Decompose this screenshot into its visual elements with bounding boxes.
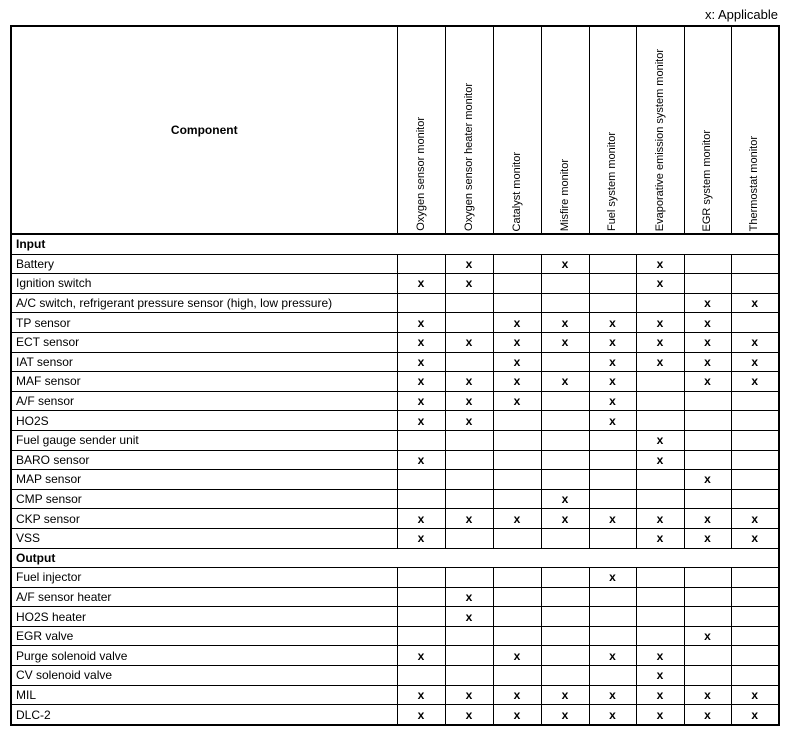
applicability-cell: x: [493, 391, 541, 411]
monitor-header: [589, 26, 636, 234]
applicability-cell: [731, 607, 779, 627]
component-name: ECT sensor: [11, 332, 397, 352]
table-row: [11, 372, 779, 392]
applicability-cell: [541, 528, 589, 548]
applicability-cell: [397, 470, 445, 490]
applicability-cell: [684, 391, 731, 411]
applicability-cell: [493, 254, 541, 274]
applicability-cell: [397, 568, 445, 588]
applicability-cell: [731, 568, 779, 588]
applicability-cell: [589, 666, 636, 686]
applicability-cell: x: [731, 372, 779, 392]
table-row: [11, 607, 779, 627]
applicability-cell: [397, 489, 445, 509]
applicability-cell: x: [445, 685, 493, 705]
applicability-cell: x: [493, 705, 541, 725]
applicability-cell: x: [731, 352, 779, 372]
applicability-cell: [493, 489, 541, 509]
applicability-cell: [541, 626, 589, 646]
applicability-cell: x: [684, 332, 731, 352]
component-name: A/F sensor heater: [11, 587, 397, 607]
applicability-cell: x: [493, 372, 541, 392]
applicability-cell: [541, 274, 589, 294]
applicability-cell: x: [589, 332, 636, 352]
applicability-cell: [684, 411, 731, 431]
applicability-cell: [493, 450, 541, 470]
applicability-cell: [684, 666, 731, 686]
applicability-cell: x: [589, 705, 636, 725]
applicability-cell: [684, 489, 731, 509]
applicability-cell: x: [397, 450, 445, 470]
monitor-label: Fuel system monitor: [606, 131, 618, 231]
applicability-cell: x: [684, 372, 731, 392]
applicability-cell: [541, 293, 589, 313]
monitor-label: Oxygen sensor heater monitor: [462, 83, 475, 231]
applicability-cell: [493, 430, 541, 450]
component-name: VSS: [11, 528, 397, 548]
table-row: [11, 626, 779, 646]
applicability-cell: x: [397, 313, 445, 333]
component-name: IAT sensor: [11, 352, 397, 372]
applicability-cell: [636, 293, 684, 313]
applicability-cell: [397, 607, 445, 627]
applicability-cell: [493, 293, 541, 313]
applicability-cell: [445, 352, 493, 372]
component-name: EGR valve: [11, 626, 397, 646]
monitor-label: Misfire monitor: [558, 158, 571, 231]
applicability-cell: x: [589, 391, 636, 411]
table-row: [11, 254, 779, 274]
applicability-cell: [445, 646, 493, 666]
applicability-cell: x: [541, 372, 589, 392]
component-name: A/F sensor: [11, 391, 397, 411]
applicability-cell: [493, 568, 541, 588]
applicability-cell: x: [445, 391, 493, 411]
applicability-cell: [589, 489, 636, 509]
applicability-cell: [636, 489, 684, 509]
applicability-cell: [397, 254, 445, 274]
component-name: CKP sensor: [11, 509, 397, 529]
applicability-cell: x: [636, 430, 684, 450]
applicability-cell: [636, 470, 684, 490]
table-row: [11, 411, 779, 431]
applicability-cell: x: [445, 372, 493, 392]
applicability-cell: x: [636, 509, 684, 529]
monitor-label: Oxygen sensor monitor: [414, 117, 427, 231]
applicability-cell: [636, 372, 684, 392]
applicability-cell: x: [636, 685, 684, 705]
applicability-cell: [541, 568, 589, 588]
applicability-cell: x: [397, 332, 445, 352]
section-row: [11, 234, 779, 254]
applicability-cell: x: [636, 705, 684, 725]
applicability-cell: x: [684, 470, 731, 490]
table-row: [11, 509, 779, 529]
applicability-cell: [731, 470, 779, 490]
component-name: Fuel gauge sender unit: [11, 430, 397, 450]
applicability-cell: [731, 626, 779, 646]
applicability-cell: x: [684, 626, 731, 646]
applicability-cell: [445, 430, 493, 450]
applicability-cell: [493, 411, 541, 431]
applicability-cell: x: [731, 293, 779, 313]
applicability-cell: x: [541, 489, 589, 509]
applicability-cell: [684, 607, 731, 627]
applicability-cell: [636, 587, 684, 607]
applicability-cell: [445, 528, 493, 548]
applicability-cell: [589, 470, 636, 490]
applicability-cell: [397, 587, 445, 607]
applicability-cell: x: [684, 705, 731, 725]
component-name: TP sensor: [11, 313, 397, 333]
monitor-header: [397, 26, 445, 234]
applicability-cell: x: [636, 450, 684, 470]
applicability-cell: [636, 607, 684, 627]
applicability-cell: [731, 391, 779, 411]
applicability-cell: x: [493, 685, 541, 705]
table-row: [11, 274, 779, 294]
applicability-table: [10, 25, 780, 726]
applicability-cell: [541, 391, 589, 411]
monitor-label: Catalyst monitor: [510, 151, 523, 231]
applicability-cell: x: [684, 293, 731, 313]
table-row: [11, 391, 779, 411]
applicability-cell: x: [589, 352, 636, 372]
applicability-cell: x: [589, 509, 636, 529]
applicability-cell: [684, 430, 731, 450]
component-name: Battery: [11, 254, 397, 274]
applicability-cell: [731, 411, 779, 431]
applicability-cell: x: [445, 705, 493, 725]
component-header: Component: [11, 26, 397, 234]
applicability-cell: x: [636, 313, 684, 333]
applicability-cell: x: [731, 685, 779, 705]
applicability-cell: x: [636, 254, 684, 274]
table-row: [11, 705, 779, 725]
component-name: CMP sensor: [11, 489, 397, 509]
applicability-cell: [493, 626, 541, 646]
applicability-cell: x: [541, 313, 589, 333]
applicability-cell: [541, 411, 589, 431]
component-name: MAF sensor: [11, 372, 397, 392]
applicability-cell: [589, 528, 636, 548]
applicability-cell: [731, 274, 779, 294]
applicability-cell: [589, 430, 636, 450]
applicability-cell: [541, 646, 589, 666]
applicability-cell: [684, 568, 731, 588]
applicability-cell: x: [636, 274, 684, 294]
applicability-cell: x: [445, 254, 493, 274]
section-row: [11, 548, 779, 568]
applicability-cell: x: [731, 705, 779, 725]
applicability-cell: [684, 450, 731, 470]
applicability-cell: x: [397, 705, 445, 725]
applicability-cell: [589, 587, 636, 607]
applicability-cell: [445, 293, 493, 313]
applicability-cell: x: [397, 411, 445, 431]
applicability-cell: [731, 587, 779, 607]
applicability-cell: [541, 607, 589, 627]
applicability-cell: [493, 470, 541, 490]
applicability-cell: x: [445, 332, 493, 352]
applicability-cell: [397, 626, 445, 646]
applicability-cell: x: [731, 528, 779, 548]
component-name: MIL: [11, 685, 397, 705]
applicability-cell: x: [397, 528, 445, 548]
applicability-cell: [541, 450, 589, 470]
section-title: Input: [11, 234, 779, 254]
table-row: [11, 587, 779, 607]
applicability-cell: [589, 626, 636, 646]
applicability-cell: x: [493, 352, 541, 372]
applicability-cell: [493, 274, 541, 294]
applicability-cell: [684, 646, 731, 666]
monitor-header: [493, 26, 541, 234]
header-row: [11, 26, 779, 234]
monitor-header: [541, 26, 589, 234]
component-name: MAP sensor: [11, 470, 397, 490]
applicability-cell: [445, 470, 493, 490]
applicability-cell: x: [445, 607, 493, 627]
applicability-cell: x: [684, 685, 731, 705]
applicability-cell: [731, 489, 779, 509]
applicability-cell: x: [684, 509, 731, 529]
component-name: HO2S heater: [11, 607, 397, 627]
applicability-cell: [541, 430, 589, 450]
monitor-header: [636, 26, 684, 234]
applicability-cell: [731, 254, 779, 274]
applicability-cell: [589, 274, 636, 294]
applicability-cell: x: [589, 411, 636, 431]
applicability-cell: [731, 450, 779, 470]
section-title: Output: [11, 548, 779, 568]
applicability-cell: x: [589, 568, 636, 588]
applicability-cell: [589, 607, 636, 627]
table-row: [11, 568, 779, 588]
applicability-cell: [589, 293, 636, 313]
applicability-cell: x: [493, 313, 541, 333]
applicability-cell: x: [636, 528, 684, 548]
applicability-cell: x: [541, 685, 589, 705]
component-name: CV solenoid valve: [11, 666, 397, 686]
table-row: [11, 313, 779, 333]
applicability-cell: [541, 352, 589, 372]
applicability-cell: [636, 411, 684, 431]
applicability-cell: [445, 666, 493, 686]
applicability-cell: x: [397, 646, 445, 666]
applicability-cell: [397, 666, 445, 686]
component-name: Purge solenoid valve: [11, 646, 397, 666]
applicability-cell: x: [445, 411, 493, 431]
monitor-label: Evaporative emission system monitor: [653, 48, 666, 231]
applicability-cell: x: [589, 372, 636, 392]
applicability-cell: x: [636, 332, 684, 352]
applicability-cell: x: [397, 352, 445, 372]
applicability-cell: [636, 568, 684, 588]
applicability-cell: x: [541, 705, 589, 725]
applicability-cell: [493, 607, 541, 627]
applicability-cell: x: [397, 509, 445, 529]
table-row: [11, 489, 779, 509]
applicability-cell: [445, 626, 493, 646]
monitor-header: [684, 26, 731, 234]
applicability-cell: x: [397, 391, 445, 411]
applicability-cell: [636, 391, 684, 411]
applicability-cell: [541, 587, 589, 607]
applicability-cell: [589, 254, 636, 274]
table-row: [11, 528, 779, 548]
table-row: [11, 332, 779, 352]
applicability-cell: x: [684, 528, 731, 548]
applicability-cell: x: [636, 352, 684, 372]
component-name: A/C switch, refrigerant pressure sensor (high, low pressure): [11, 293, 397, 313]
applicability-cell: [541, 470, 589, 490]
applicability-cell: x: [541, 509, 589, 529]
table-row: [11, 450, 779, 470]
applicability-cell: [493, 666, 541, 686]
applicability-cell: x: [636, 646, 684, 666]
applicability-cell: [589, 450, 636, 470]
monitor-header: [731, 26, 779, 234]
component-name: Fuel injector: [11, 568, 397, 588]
applicability-cell: [731, 430, 779, 450]
applicability-cell: x: [541, 332, 589, 352]
applicability-cell: [397, 293, 445, 313]
applicability-cell: [493, 587, 541, 607]
applicability-cell: x: [493, 646, 541, 666]
applicability-cell: x: [445, 274, 493, 294]
applicability-cell: [684, 254, 731, 274]
applicability-cell: [636, 626, 684, 646]
component-name: HO2S: [11, 411, 397, 431]
applicability-cell: [493, 528, 541, 548]
table-row: [11, 470, 779, 490]
table-row: [11, 293, 779, 313]
applicability-cell: [445, 450, 493, 470]
table-body: [11, 234, 779, 725]
monitor-header: [445, 26, 493, 234]
applicability-cell: x: [493, 509, 541, 529]
applicability-cell: x: [589, 685, 636, 705]
applicability-cell: x: [397, 372, 445, 392]
applicability-cell: [731, 666, 779, 686]
legend: x: Applicable: [705, 7, 778, 22]
applicability-cell: x: [493, 332, 541, 352]
applicability-cell: x: [684, 313, 731, 333]
applicability-cell: x: [684, 352, 731, 372]
applicability-cell: x: [397, 274, 445, 294]
applicability-cell: [731, 646, 779, 666]
table-row: [11, 430, 779, 450]
table-row: [11, 352, 779, 372]
applicability-cell: [445, 489, 493, 509]
applicability-cell: x: [589, 646, 636, 666]
component-name: DLC-2: [11, 705, 397, 725]
applicability-cell: [731, 313, 779, 333]
applicability-cell: x: [731, 509, 779, 529]
component-name: BARO sensor: [11, 450, 397, 470]
applicability-cell: [445, 568, 493, 588]
table-row: [11, 685, 779, 705]
table-row: [11, 666, 779, 686]
applicability-cell: x: [636, 666, 684, 686]
applicability-cell: [397, 430, 445, 450]
monitor-label: Thermostat monitor: [748, 135, 761, 231]
applicability-cell: [684, 274, 731, 294]
component-name: Ignition switch: [11, 274, 397, 294]
monitor-label: EGR system monitor: [701, 129, 713, 231]
applicability-cell: x: [397, 685, 445, 705]
applicability-cell: x: [731, 332, 779, 352]
applicability-cell: [541, 666, 589, 686]
applicability-cell: x: [445, 509, 493, 529]
applicability-cell: x: [541, 254, 589, 274]
applicability-cell: x: [589, 313, 636, 333]
table-row: [11, 646, 779, 666]
applicability-cell: [445, 313, 493, 333]
applicability-cell: x: [445, 587, 493, 607]
applicability-cell: [684, 587, 731, 607]
